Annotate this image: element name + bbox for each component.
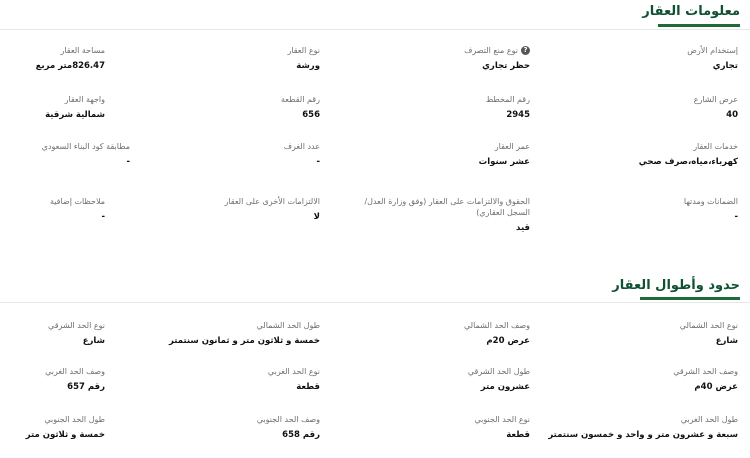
divider	[0, 302, 750, 303]
field-value: خمسة و ثلاثون متر	[25, 430, 105, 440]
field-north-boundary-length	[140, 320, 320, 347]
field-value: عشرون متر	[480, 382, 530, 392]
field-value: رقم 658	[282, 430, 320, 440]
field-value: -	[734, 212, 738, 222]
field-label: رقم القطعة	[281, 95, 320, 104]
section-title-boundaries: حدود وأطوال العقار	[612, 278, 740, 293]
field-other-obligations	[140, 196, 320, 223]
field-label: رقم المخطط	[485, 95, 530, 104]
field-label: نوع الحد الشرقي	[48, 321, 105, 330]
field-label: نوع منع التصرف	[464, 46, 518, 55]
field-value: خمسة و ثلاثون متر و ثمانون سنتمتر	[168, 336, 320, 346]
field-label: واجهة العقار	[64, 95, 105, 104]
field-value: حظر تجاري	[482, 61, 530, 71]
field-value: لا	[313, 212, 320, 222]
field-value: عرض 20م	[486, 336, 530, 346]
field-west-boundary-desc	[5, 366, 105, 393]
field-label: وصف الحد الشرقي	[673, 367, 738, 376]
field-value: -	[126, 157, 130, 167]
section-title-underline	[640, 297, 740, 300]
field-label: وصف الحد الجنوبي	[256, 415, 320, 424]
field-value: 40	[726, 110, 738, 120]
field-value: 656	[302, 110, 320, 120]
field-label: عدد الغرف	[283, 142, 320, 151]
field-warranties	[558, 196, 738, 223]
field-property-facade	[5, 94, 105, 121]
section-title-property-info: معلومات العقار	[642, 4, 740, 19]
field-east-boundary-type	[5, 320, 105, 347]
field-east-boundary-desc	[558, 366, 738, 393]
field-label: خدمات العقار	[693, 142, 738, 151]
field-value: -	[101, 212, 105, 222]
field-property-area	[5, 45, 105, 72]
field-value: عرض 40م	[694, 382, 738, 392]
field-label: طول الحد الشرقي	[467, 367, 530, 376]
field-label: الحقوق والالتزامات على العقار (وفق وزارة العدل/السجل العقاري)	[364, 197, 530, 217]
field-value: شارع	[82, 336, 105, 346]
field-property-services	[558, 141, 738, 168]
field-label: عمر العقار	[494, 142, 530, 151]
field-room-count	[140, 141, 320, 168]
field-label: طول الحد الغربي	[680, 415, 738, 424]
field-street-width	[558, 94, 738, 121]
field-value: عشر سنوات	[478, 157, 530, 167]
field-label: مطابقة كود البناء السعودي	[41, 142, 130, 151]
field-plot-number	[140, 94, 320, 121]
field-label: وصف الحد الشمالي	[463, 321, 530, 330]
field-value: تجاري	[712, 61, 738, 71]
field-value: ورشة	[296, 61, 320, 71]
field-value: رقم 657	[67, 382, 105, 392]
field-value: 826.47متر مربع	[35, 61, 105, 71]
field-value: كهرباء،مياه،صرف صحي	[638, 157, 738, 167]
field-label: طول الحد الجنوبي	[44, 415, 105, 424]
field-label: طول الحد الشمالي	[256, 321, 320, 330]
field-label: نوع الحد الشمالي	[679, 321, 738, 330]
field-west-boundary-type	[140, 366, 320, 393]
divider	[0, 29, 750, 30]
field-label: عرض الشارع	[693, 95, 738, 104]
field-label: الالتزامات الأخرى على العقار	[224, 197, 320, 206]
field-label: نوع الحد الجنوبي	[474, 415, 530, 424]
field-label: ملاحظات إضافية	[49, 197, 105, 206]
field-saudi-building-code	[5, 141, 130, 168]
field-value: شارع	[715, 336, 738, 346]
field-north-boundary-type	[558, 320, 738, 347]
field-label: نوع العقار	[287, 46, 320, 55]
field-value: قيد	[516, 223, 530, 233]
field-rights-obligations	[350, 196, 530, 234]
section-title-underline	[658, 24, 740, 27]
field-value: قطعة	[506, 430, 530, 440]
field-label: الضمانات ومدتها	[683, 197, 738, 206]
field-north-boundary-desc	[350, 320, 530, 347]
help-icon[interactable]: ?	[521, 46, 530, 55]
field-west-boundary-length	[548, 414, 738, 441]
field-south-boundary-desc	[140, 414, 320, 441]
field-property-type	[140, 45, 320, 72]
field-east-boundary-length	[350, 366, 530, 393]
field-additional-notes	[5, 196, 105, 223]
field-south-boundary-type	[350, 414, 530, 441]
field-south-boundary-length	[5, 414, 105, 441]
field-label: وصف الحد الغربي	[45, 367, 105, 376]
field-disposal-ban-type	[350, 45, 530, 72]
field-label: مساحة العقار	[60, 46, 105, 55]
field-value: -	[316, 157, 320, 167]
field-value: 2945	[506, 110, 530, 120]
field-land-use	[558, 45, 738, 72]
field-value: قطعة	[296, 382, 320, 392]
field-label: إستخدام الأرض	[687, 46, 738, 55]
field-label: نوع الحد الغربي	[267, 367, 320, 376]
field-value: شمالية شرقية	[45, 110, 105, 120]
field-property-age	[350, 141, 530, 168]
field-plan-number	[350, 94, 530, 121]
field-value: سبعة و عشرون متر و واحد و خمسون سنتمتر	[548, 430, 738, 440]
